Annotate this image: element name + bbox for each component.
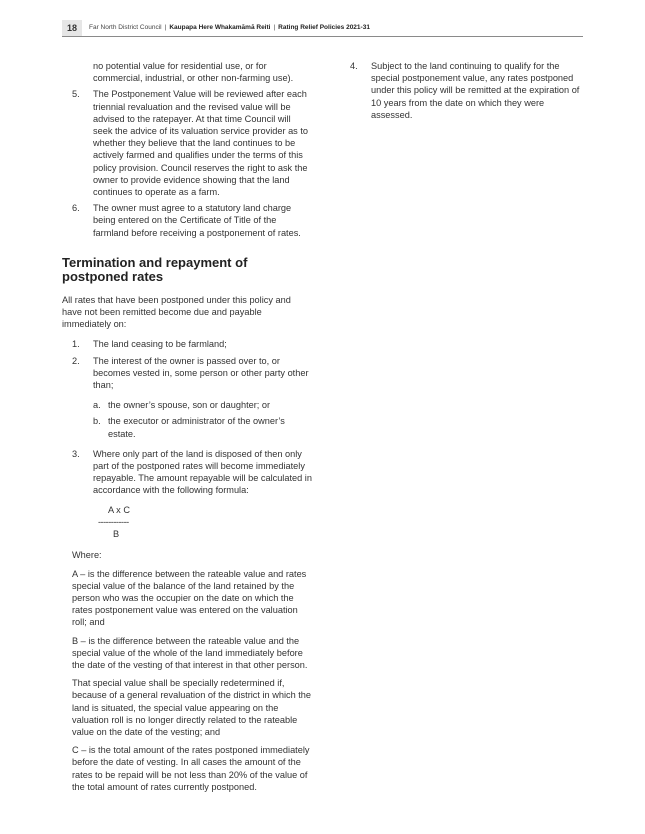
sub-item-b: [62, 415, 312, 439]
list-item-6: [62, 202, 312, 239]
item-number: 1.: [72, 339, 80, 350]
continuation-text: no potential value for residential use, or for commercial, industrial, or other non-farming use).: [93, 61, 294, 84]
sub-item-text: the executor or administrator of the owner’s estate.: [108, 416, 285, 439]
list-item-continuation: [62, 60, 312, 84]
right-column: [340, 60, 580, 121]
item-number: 6.: [72, 203, 80, 214]
formula: [62, 504, 312, 541]
formula-numerator: A x C: [108, 504, 130, 515]
intro-paragraph: All rates that have been postponed under this policy and have not been remitted become due and payable immediately on:: [62, 294, 291, 330]
term-item-2: [62, 355, 312, 392]
header-council: Far North District Council: [89, 24, 162, 31]
item-text: The land ceasing to be farmland;: [93, 339, 227, 350]
formula-denominator: B: [113, 529, 120, 540]
header-title: Kaupapa Here Whakamāmā Reiti: [169, 24, 271, 31]
sub-item-a: [62, 399, 312, 411]
section-heading: Termination and repayment of postponed rates: [62, 254, 248, 285]
item-text: The interest of the owner is passed over to, or becomes vested in, some person or other party other than;: [93, 355, 309, 391]
formula-divider: ------------: [98, 516, 129, 527]
item-number: 3.: [72, 448, 80, 459]
definition-a: A – is the difference between the rateable value and rates special value of the balance of the land retained by the person who was the occupier on the date on which the rates postponement value was entered on the valuation roll; and: [72, 568, 307, 628]
definition-b: B – is the difference between the rateable value and the special value of the whole of the land immediately before the date of the vesting of that interest in that other person.: [72, 635, 308, 670]
item-number: 2.: [72, 355, 80, 366]
item-text: Subject to the land continuing to qualify for the special postponement value, any rates postponed under this policy will be remitted at the expiration of 10 years from the date on which they were assessed.: [371, 61, 580, 120]
page-number: 18: [62, 20, 82, 36]
item-text: The owner must agree to a statutory land charge being entered on the Certificate of Title of the farmland before receiving a postponement of rates.: [93, 203, 301, 238]
item-text: The Postponement Value will be reviewed after each triennial revaluation and the revised value will be advised to the ratepayer. At that time Council will seek the advice of its valuation service provider as to whether they believe that the land continues to be actively farmed and qualifies under the terms of this policy provision. Council reserves the right to ask the owner to provide evidence showing that the land continues to operate as a farm.: [93, 89, 308, 198]
header-subtitle: Rating Relief Policies 2021-31: [278, 24, 370, 31]
list-item-4: [340, 60, 580, 121]
item-number: 5.: [72, 89, 80, 100]
header-separator: |: [273, 24, 276, 31]
term-item-3: [62, 448, 312, 497]
sub-item-text: the owner’s spouse, son or daughter; or: [108, 400, 271, 411]
sub-item-letter: b.: [93, 416, 101, 427]
sub-item-letter: a.: [93, 400, 101, 411]
where-label: Where:: [72, 550, 102, 561]
special-value-paragraph: That special value shall be specially redetermined if, because of a general revaluation of the district in which the land is situated, the special value appearing on the valuation roll is no longer directly related to the rateable value on the date of the vesting; and: [72, 678, 312, 737]
list-item-5: [62, 88, 312, 198]
page-header: [62, 20, 583, 37]
term-item-1: [62, 338, 312, 350]
left-column: [62, 60, 312, 793]
header-separator: |: [164, 24, 167, 31]
item-text: Where only part of the land is disposed of then only part of the postponed rates will become immediately repayable. The amount repayable will be calculated in accordance with the following formula:: [93, 448, 312, 496]
item-number: 4.: [350, 61, 358, 71]
definition-c: C – is the total amount of the rates postponed immediately before the date of vesting. In all cases the amount of the rates to be repaid will be not less than 20% of the value of the total amount of rates currently postponed.: [72, 745, 310, 792]
header-text: [89, 20, 370, 36]
